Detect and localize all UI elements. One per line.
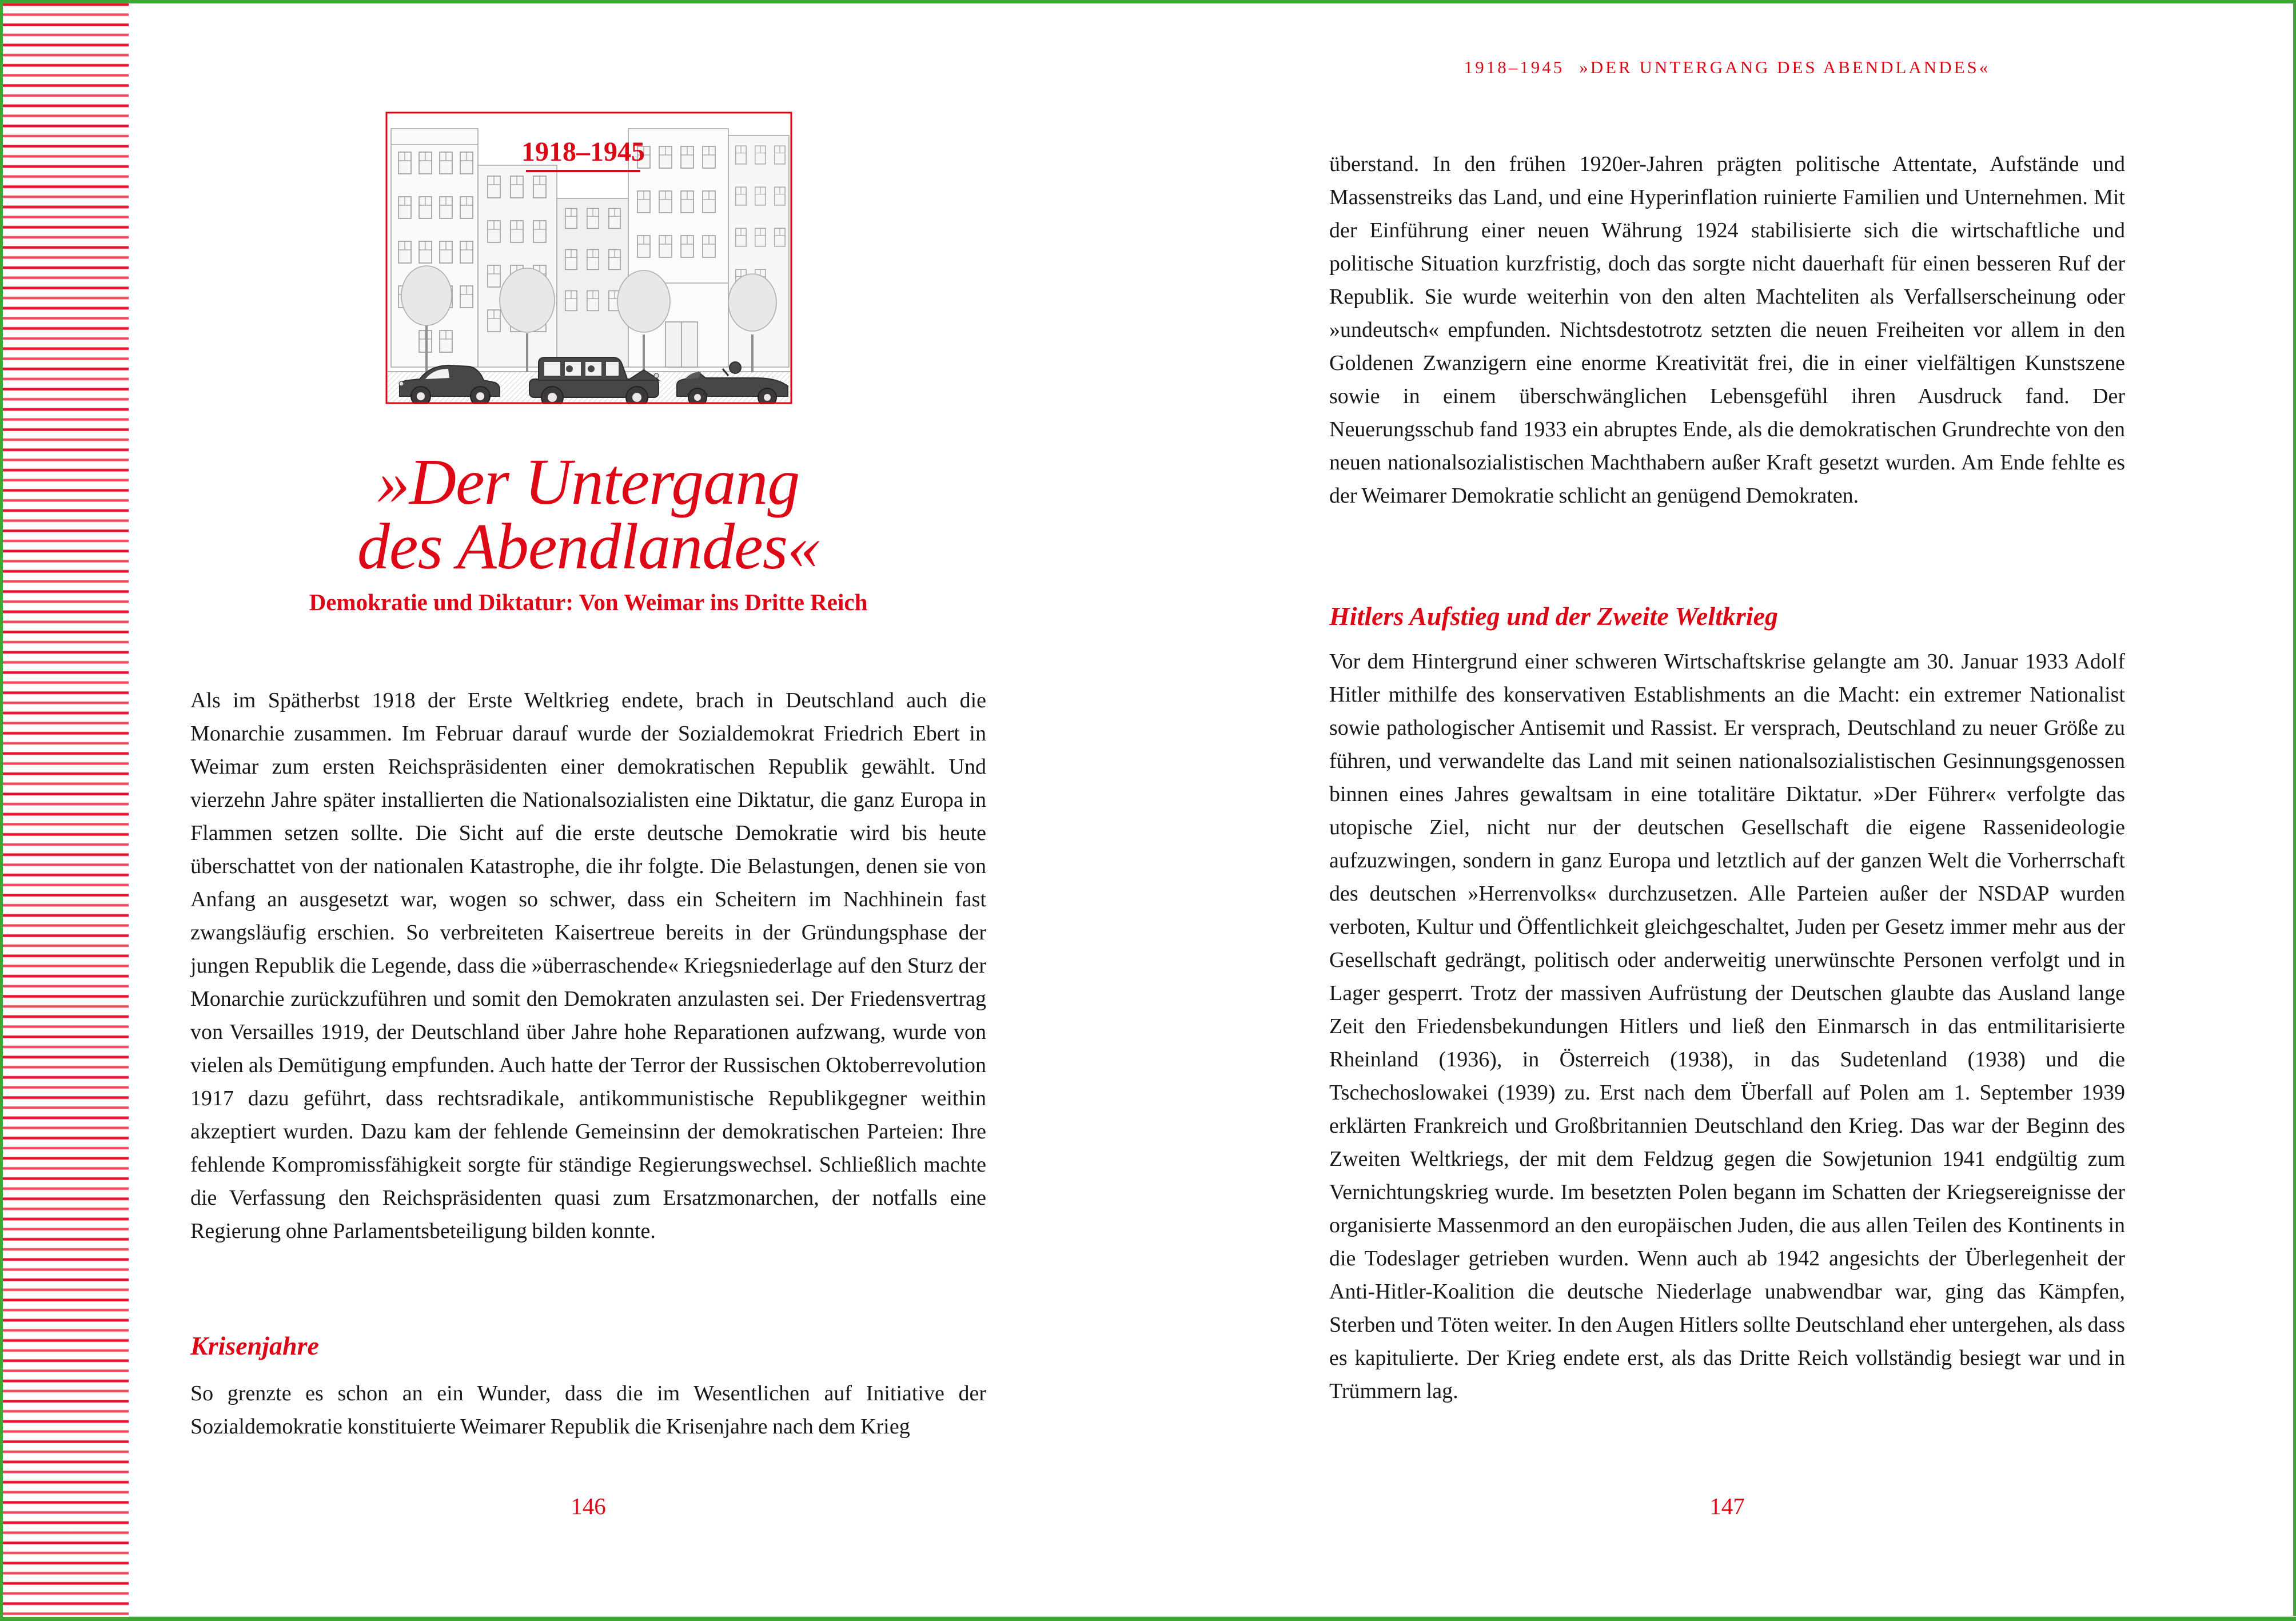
body-paragraph: Vor dem Hintergrund einer schweren Wirtschaftskrise gelangte am 30. Januar 1933 Adolf Hitler mithilfe des konservativen Establishments an die Macht: ein extremer Nationalist sowie pathologischer Antisemit und Rassist. Er versprach, Deutschland zu neuer Größe zu führen, und verwandelte das Land mit seinen nationalsozialistischen Gesinnungsgenossen binnen eines Jahres gewaltsam in eine totalitäre Diktatur. »Der Führer« verfolgte das utopische Ziel, nicht nur der deutschen Gesellschaft die eigene Rassenideologie aufzuzwingen, sondern in ganz Europa und letztlich auf der ganzen Welt die Vorherrschaft des deutschen »Herrenvolks« durchzusetzen. Alle Parteien außer der NSDAP wurden verboten, Kultur und Öffentlichkeit gleichgeschaltet, Juden per Gesetz immer mehr aus der Gesellschaft gedrängt, politisch oder anderweitig unerwünschte Personen verfolgt und in Lager gesperrt. Trotz der massiven Aufrüstung der Deutschen glaubte das Ausland lange Zeit den Friedensbekundungen Hitlers und ließ den Einmarsch in das entmilitarisierte Rheinland (1936), in Österreich (1938), in das Sudetenland (1938) und die Tschechoslowakei (1939) zu. Erst nach dem Überfall auf Polen am 1. September 1939 erklärten Frankreich und Großbritannien Deutschland den Krieg. Das war der Beginn des Zweiten Weltkriegs, der mit dem Feldzug gegen die Sowjetunion 1941 endgültig zum Vernichtungskrieg wurde. Im besetzten Polen begann im Schatten der Kriegsereignisse der organisierte Massenmord an den europäischen Juden, die aus allen Teilen des Kontinents in die Todeslager getrieben wurden. Wenn auch ab 1942 angesichts der Überlegenheit der Anti-Hitler-Koalition die deutsche Niederlage unabwendbar war, ging das Kämpfen, Sterben und Töten weiter. In den Augen Hitlers sollte Deutschland eher untergehen, als dass es kapitulierte. Der Krieg endete erst, als das Dritte Reich vollständig besiegt war und in Trümmern lag.: [1329, 650, 2125, 1403]
chapter-subtitle: Demokratie und Diktatur: Von Weimar ins Dritte Reich: [309, 589, 868, 615]
body-paragraph: Als im Spätherbst 1918 der Erste Weltkrieg endete, brach in Deutschland auch die Monarchie zusammen. Im Februar darauf wurde der Sozialdemokrat Friedrich Ebert in Weimar zum ersten Reichspräsidenten einer demokratischen Republik gewählt. Und vierzehn Jahre später installierten die Nationalsozialisten eine Diktatur, die ganz Europa in Flammen setzen sollte. Die Sicht auf die erste deutsche Demokratie wird bis heute überschattet von der nationalen Katastrophe, die ihr folgte. Die Belastungen, denen sie von Anfang an ausgesetzt war, wogen so schwer, dass ein Scheitern im Nachhinein fast zwangsläufig erschien. So verbreiteten Kaisertreue bereits in der Gründungsphase der jungen Republik die Legende, dass die »überraschende« Kriegsniederlage auf den Sturz der Monarchie zurückzuführen und somit den Demokraten anzulasten sei. Der Friedensvertrag von Versailles 1919, der Deutschland über Jahre hohe Reparationen aufzwang, wurde von vielen als Demütigung empfunden. Auch hatte der Terror der Russischen Oktoberrevolution 1917 dazu geführt, dass rechtsradikale, antikommunistische Republikgegner weithin akzeptiert wurden. Dazu kam der fehlende Gemeinsinn der demokratischen Parteien: Ihre fehlende Kompromissfähigkeit sorgte für ständige Regierungswechsel. Schließlich machte die Verfassung den Reichspräsidenten quasi zum Ersatzmonarchen, der notfalls eine Regierung ohne Parlamentsbeteiligung bilden konnte.: [190, 688, 986, 1243]
cover-edge-right: [2293, 0, 2296, 1621]
cover-edge-left: [0, 0, 3, 1621]
book-edge-stripes: [0, 0, 129, 1621]
chapter-illustration: [385, 111, 792, 404]
chapter-title-line2: des Abendlandes«: [357, 510, 820, 583]
section-heading: Krisenjahre: [190, 1331, 319, 1360]
body-paragraph: überstand. In den frühen 1920er-Jahren prägten politische Attentate, Aufstände und Massenstreiks das Land, und eine Hyperinflation ruinierte Familien und Unternehmen. Mit der Einführung einer neuen Währung 1924 stabilisierte sich die wirtschaftliche und politische Situation kurzfristig, doch das sorgte nicht dauerhaft für einen besseren Ruf der Republik. Sie wurde weiterhin von den alten Machteliten als Verfallserscheinung oder »undeutsch« empfunden. Nichtsdestotrotz setzten die neuen Freiheiten vor allem in den Goldenen Zwanzigern eine enorme Kreativität frei, die in einer vielfältigen Kunstszene sowie in einem überschwänglichen Lebensgefühl ihren Ausdruck fand. Der Neuerungsschub fand 1933 ein abruptes Ende, als die demokratischen Grundrechte von den neuen nationalsozialistischen Machthabern außer Kraft gesetzt wurden. Am Ende fehlte es der Weimarer Demokratie schlicht an genügend Demokraten.: [1329, 152, 2125, 508]
page-edge-shadow: [129, 1616, 2296, 1617]
page-number: 146: [571, 1493, 606, 1519]
cover-edge-bottom: [0, 1617, 2296, 1621]
cover-edge-top: [0, 0, 2296, 3]
running-header-years: 1918–1945: [1464, 57, 1565, 77]
running-header-title: »DER UNTERGANG DES ABENDLANDES«: [1579, 57, 1991, 77]
chapter-title-line1: »Der Untergang: [377, 445, 800, 518]
running-header: [1329, 57, 2125, 78]
chapter-title: [190, 445, 986, 583]
section-heading: Hitlers Aufstieg und der Zweite Weltkrieg: [1329, 602, 1778, 631]
street-scene-drawing: [385, 111, 792, 404]
body-paragraph: So grenzte es schon an ein Wunder, dass die im Wesentlichen auf Initiative der Sozialdemokratie konstituierte Weimarer Republik die Krisenjahre nach dem Krieg: [190, 1381, 986, 1439]
illustration-years-label: 1918–1945: [521, 137, 645, 167]
page-number: 147: [1709, 1493, 1745, 1519]
illustration-caption-rule: [526, 170, 640, 172]
